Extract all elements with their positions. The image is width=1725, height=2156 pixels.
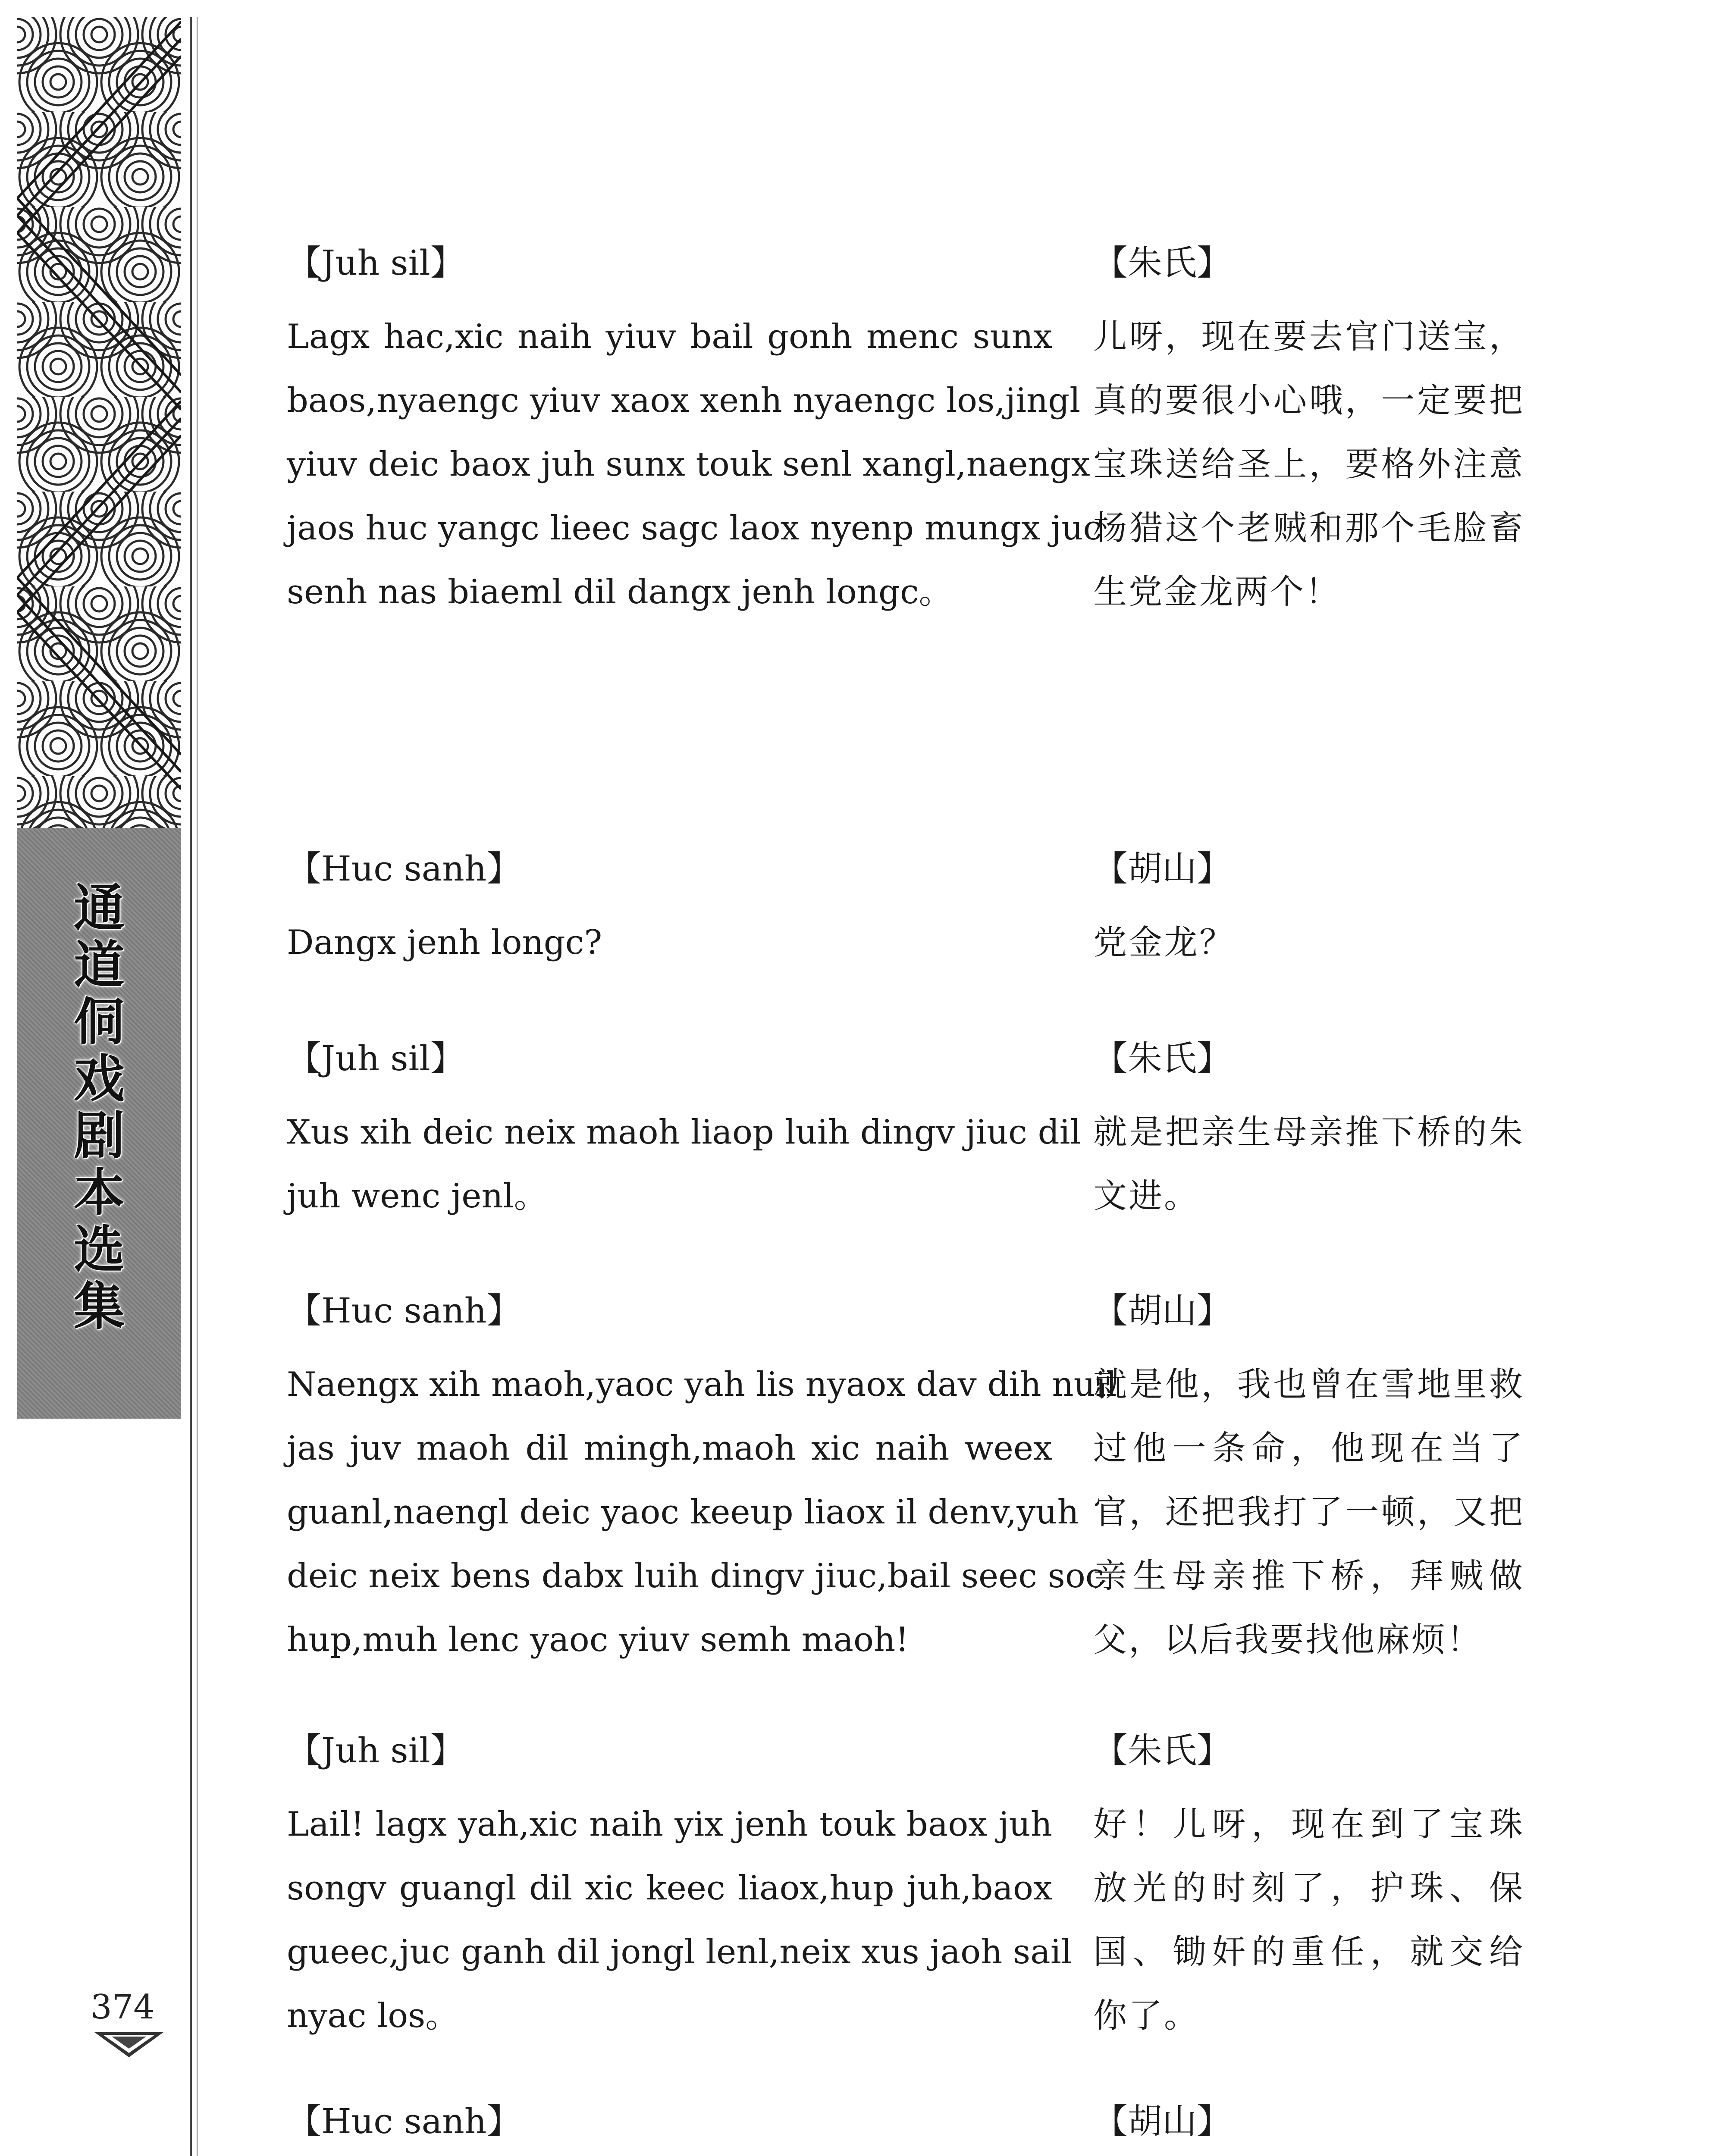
dong-text-line: Dangx jenh longc? [287,923,602,962]
dong-text-line: Xus xih deic neix maoh liaop luih dingv jiuc dil [287,1113,1081,1152]
speaker-name-dong: 【Huc sanh】 [287,849,521,889]
speaker-name-chinese: 【胡山】 [1093,1291,1231,1331]
speaker-name-dong: 【Huc sanh】 [287,1291,521,1331]
dong-text-line: yiuv deic baox juh sunx touk senl xangl,naengx [287,445,1090,484]
dong-text-line: nyac los。 [287,1996,459,2035]
speaker-name-chinese: 【胡山】 [1093,849,1231,889]
dong-text-line: senh nas biaeml dil dangx jenh longc。 [287,573,953,611]
chinese-text-line: 儿呀，现在要去官门送宝， [1093,317,1524,356]
chinese-text-line: 放光的时刻了，护珠、保 [1093,1869,1524,1908]
dong-text-line: Lail! lagx yah,xic naih yix jenh touk baox juh [287,1805,1052,1844]
speaker-name-dong: 【Juh sil】 [287,243,465,283]
dong-text-line: songv guangl dil xic keec liaox,hup juh,baox [287,1869,1052,1908]
chinese-text-line: 亲生母亲推下桥，拜贼做 [1093,1557,1524,1595]
chinese-text-line: 父，以后我要找他麻烦！ [1093,1620,1483,1659]
book-title [17,880,181,1335]
dong-text-line: jaos huc yangc lieec sagc laox nyenp mungx juc [287,509,1102,548]
speaker-name-dong: 【Juh sil】 [287,1730,465,1771]
dong-column [287,2100,1052,2156]
speaker-name-chinese: 【朱氏】 [1093,1730,1231,1771]
chinese-text-line: 生党金龙两个！ [1093,573,1341,611]
chinese-text-line: 国、锄奸的重任，就交给 [1093,1933,1524,1971]
chinese-text-line: 党金龙？ [1093,923,1235,962]
chinese-text-line: 官，还把我打了一顿，又把 [1093,1493,1524,1532]
ornament-icon [92,2029,166,2059]
speaker-name-dong: 【Huc sanh】 [287,2101,521,2141]
divider-rule-thin [197,17,198,2156]
chinese-text-line: 就是把亲生母亲推下桥的朱 [1093,1113,1524,1152]
chinese-column [1093,1037,1524,1228]
chinese-column [1093,2100,1524,2156]
speaker-name-chinese: 【朱氏】 [1093,243,1231,283]
dong-column [287,1729,1072,2048]
chinese-text-line: 杨猎这个老贼和那个毛脸畜 [1093,509,1524,548]
sidebar [0,0,198,2156]
dong-column [287,1289,1117,1672]
chinese-text-line: 宝珠送给圣上，要格外注意 [1093,445,1524,484]
chinese-text-line: 文进。 [1093,1177,1200,1216]
divider-rule [190,17,192,2156]
dong-column [287,241,1102,624]
dong-column [287,1037,1081,1228]
dong-text-line: jas juv maoh dil mingh,maoh xic naih weex [287,1429,1052,1468]
dong-text-line: Naengx xih maoh,yaoc yah lis nyaox dav dih nuil [287,1365,1117,1404]
page-number: 374 [91,1988,155,2027]
dong-text-line: juh wenc jenl。 [287,1177,548,1216]
dong-text-line: baos,nyaengc yiuv xaox xenh nyaengc los,jingl [287,381,1081,420]
wave-pattern-decoration [17,17,181,828]
dong-column [287,847,1052,975]
speaker-name-chinese: 【胡山】 [1093,2101,1231,2141]
chinese-text-line: 过他一条命，他现在当了 [1093,1429,1524,1468]
dong-text-line: Lagx hac,xic naih yiuv bail gonh menc sunx [287,317,1052,356]
dong-text-line: gueec,juc ganh dil jongl lenl,neix xus jaoh sail [287,1933,1072,1971]
speaker-name-chinese: 【朱氏】 [1093,1038,1231,1078]
chinese-column [1093,847,1524,975]
chinese-text-line: 好！儿呀，现在到了宝珠 [1093,1805,1524,1844]
book-title-char: 通 道 侗 戏 剧 本 选 集 [73,878,125,1336]
chinese-text-line: 你了。 [1093,1996,1200,2035]
chinese-column [1093,1289,1524,1672]
dong-text-line: deic neix bens dabx luih dingv jiuc,bail seec soc [287,1557,1104,1595]
chinese-column [1093,1729,1524,2048]
dong-text-line: guanl,naengl deic yaoc keeup liaox il denv,yuh [287,1493,1079,1532]
chinese-text-line: 真的要很小心哦，一定要把 [1093,381,1524,420]
chinese-column [1093,241,1524,624]
title-band [17,828,181,1419]
chinese-text-line: 就是他，我也曾在雪地里救 [1093,1365,1524,1404]
speaker-name-dong: 【Juh sil】 [287,1038,465,1078]
dong-text-line: hup,muh lenc yaoc yiuv semh maoh! [287,1620,909,1659]
